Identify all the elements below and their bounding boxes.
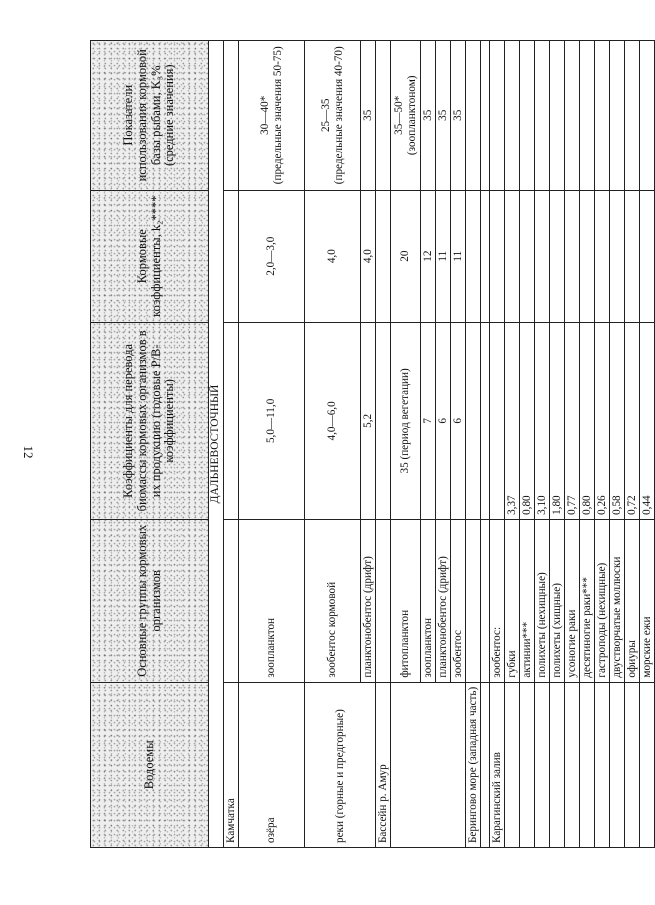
region-row [209,41,224,848]
empty-cell [595,41,610,191]
pb-cell: 35 (период вегетации) [391,322,421,519]
benthos-name-cell: офиуры [625,519,640,682]
table-row [535,41,550,848]
usage-cell [305,41,361,191]
pb-cell: 4,0—6,0 [305,322,361,519]
header-pb: Коэффициенты для перевода биомассы кормовых организмов в их продукцию (годовые P/B-коэффициенты) [91,322,209,519]
empty-cell [595,682,610,847]
table-row [595,41,610,848]
usage-line: 25—35 [319,98,332,133]
empty-cell [565,190,580,322]
k2-cell: 4,0 [361,190,376,322]
table-row [625,41,640,848]
empty-cell [580,682,595,847]
benthos-pb-cell: 3,37 [505,322,520,519]
pb-cell: 7 [421,322,436,519]
page-number: 12 [21,445,36,459]
empty-cell [580,190,595,322]
empty-cell [535,190,550,322]
usage-cell: 35 [451,41,466,191]
group-cell: зоопланктон [239,519,305,682]
k2-cell: 12 [421,190,436,322]
empty-cell [550,41,565,191]
bering-cell: Берингово море (западная часть) [466,682,481,847]
table-row [305,41,361,848]
empty-cell [565,682,580,847]
empty-cell [610,41,625,191]
group-cell: планктонобентос (дрифт) [436,519,451,682]
empty-cell [610,190,625,322]
empty-cell [520,682,535,847]
usage-line: (предельные значения 50-75) [271,46,284,185]
usage-cell: 35 [421,41,436,191]
empty-cell [505,41,520,191]
header-k2: Кормовые коэффициенты, k₂**** [91,190,209,322]
empty-cell [550,190,565,322]
table-row [565,41,580,848]
empty-cell [625,190,640,322]
table-row [224,41,239,848]
empty-cell [505,682,520,847]
group-cell: зообентос [451,519,466,682]
header-usage: Показатели использования кормовой базы рыбами, K₃% (средние значения) [91,41,209,191]
benthos-name-cell: актинии*** [520,519,535,682]
table-row [520,41,535,848]
header-row [91,41,209,848]
group-cell: фитопланктон [391,519,421,682]
amur-cell: Бассейн р. Амур [376,682,391,847]
pb-cell: 6 [436,322,451,519]
empty-cell [595,190,610,322]
table-row [239,41,305,848]
usage-line: 30—40* [258,95,271,135]
benthos-pb-cell: 1,80 [550,322,565,519]
benthos-name-cell: полихеты (нехищные) [535,519,550,682]
pb-cell: 6 [451,322,466,519]
fish-feed-table [90,40,655,848]
benthos-name-cell: двустворчатые моллюски [610,519,625,682]
empty-cell [580,41,595,191]
benthos-name-cell: полихеты (хищные) [550,519,565,682]
empty-cell [520,41,535,191]
table-row [640,41,655,848]
benthos-pb-cell: 0,44 [640,322,655,519]
table-row [550,41,565,848]
benthos-pb-cell: 0,80 [520,322,535,519]
rotated-table-wrapper [90,40,653,848]
empty-cell [520,190,535,322]
usage-cell: 35 [436,41,451,191]
pb-cell: 5,0—11,0 [239,322,305,519]
reki-cell: реки (горные и предгорные) [305,682,376,847]
benthos-name-cell: усоногие раки [565,519,580,682]
empty-cell [565,41,580,191]
usage-line: (зоопланктоном) [405,75,418,156]
table-row [391,41,421,848]
benthos-name-cell: десятиногие раки*** [580,519,595,682]
benthos-pb-cell: 3,10 [535,322,550,519]
empty-cell [640,190,655,322]
karaga-cell: Карагинский залив [490,682,505,847]
empty-cell [610,682,625,847]
group-cell: планктонобентос (дрифт) [361,519,376,682]
kamchatka-cell: Камчатка [224,682,239,847]
benthos-name-cell: гастроподы (нехищные) [595,519,610,682]
k2-cell: 11 [451,190,466,322]
empty-cell [625,682,640,847]
benthos-rows [505,41,655,848]
empty-cell [535,682,550,847]
table-row [376,41,391,848]
benthos-pb-cell: 0,80 [580,322,595,519]
table-row [610,41,625,848]
benthos-pb-cell: 0,58 [610,322,625,519]
empty-cell [535,41,550,191]
table-row [466,41,481,848]
region-title: ДАЛЬНЕВОСТОЧНЫЙ [209,41,224,848]
usage-line: 35—50* [392,95,405,135]
header-water-bodies: Водоемы [91,682,209,847]
benthos-pb-cell: 0,72 [625,322,640,519]
ozera-cell: озёра [239,682,305,847]
usage-line: (предельные значения 40-70) [332,46,345,185]
table-row [580,41,595,848]
k2-cell: 11 [436,190,451,322]
zoobentos-label: зообентос: [490,519,505,682]
table-row [490,41,505,848]
empty-cell [505,190,520,322]
benthos-pb-cell: 0,77 [565,322,580,519]
benthos-name-cell: морские ежи [640,519,655,682]
k2-cell: 4,0 [305,190,361,322]
benthos-pb-cell: 0,26 [595,322,610,519]
empty-cell [640,682,655,847]
empty-cell [640,41,655,191]
pb-cell: 5,2 [361,322,376,519]
usage-cell [239,41,305,191]
table-row [481,41,490,848]
header-groups: Основные группы кормовых организмов [91,519,209,682]
usage-cell [391,41,421,191]
k2-cell: 2,0—3,0 [239,190,305,322]
group-cell: зообентос кормовой [305,519,361,682]
empty-cell [550,682,565,847]
benthos-name-cell: губки [505,519,520,682]
group-cell: зоопланктон [421,519,436,682]
k2-cell: 20 [391,190,421,322]
usage-cell: 35 [361,41,376,191]
empty-cell [625,41,640,191]
table-row [505,41,520,848]
